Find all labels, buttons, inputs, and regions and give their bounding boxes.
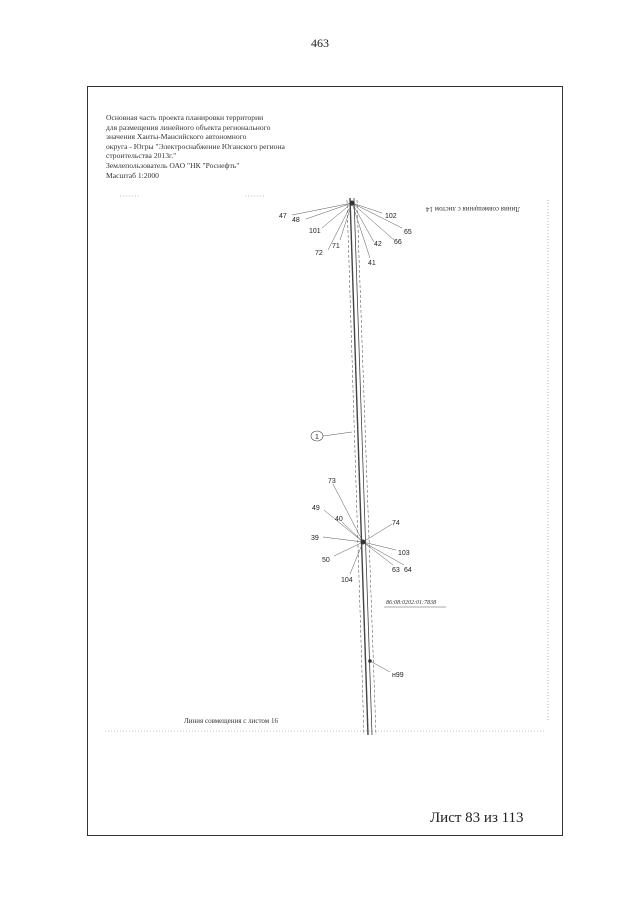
match-line-top: Линия совмещения с листом 14 — [426, 205, 520, 213]
point-label: 73 — [328, 478, 336, 485]
cadastral-number: 86:08:0202:01:7838 — [386, 600, 436, 606]
scale-line: Масштаб 1:2000 — [106, 170, 159, 180]
point-label: 71 — [332, 243, 340, 250]
point-label: 74 — [392, 520, 400, 527]
middle-node — [361, 540, 366, 545]
sheet-label: Лист 83 из 113 — [430, 810, 524, 826]
point-label: 39 — [311, 535, 319, 542]
point-label: 65 — [404, 229, 412, 236]
point-label: 101 — [309, 228, 321, 235]
land-user-line: Землепользователь ОАО "НК "Роснефть" — [106, 160, 240, 170]
dotted-guides — [105, 196, 548, 731]
point-label: 49 — [312, 505, 320, 512]
point-label: 41 — [368, 260, 376, 267]
point-label: 50 — [322, 557, 330, 564]
title-line: округа - Югры "Электроснабжение Юганского региона — [106, 141, 285, 151]
top-node — [350, 201, 355, 206]
page-number: 463 — [311, 36, 329, 50]
zone-marker-label: 1 — [315, 434, 319, 441]
pole-label: н99 — [392, 672, 404, 679]
point-label: 40 — [335, 516, 343, 523]
power-line-corridor — [347, 198, 376, 735]
title-line: значения Ханты-Мансийского автономного — [106, 132, 247, 142]
point-label: 72 — [315, 250, 323, 257]
cadastral-label — [384, 600, 446, 607]
top-cluster-labels — [279, 213, 412, 267]
point-label: 48 — [292, 217, 300, 224]
point-label: 63 — [392, 567, 400, 574]
title-line: Основная часть проекта планировки территории — [106, 113, 264, 122]
point-label: 64 — [404, 567, 412, 574]
middle-cluster-leaders — [323, 484, 404, 574]
point-label: 42 — [374, 241, 382, 248]
point-label: 103 — [398, 550, 410, 557]
title-line: для размещения линейного объекта регионального — [106, 122, 271, 132]
point-label: 47 — [279, 213, 287, 220]
zone-marker — [311, 431, 352, 441]
match-line-bottom: Линия совмещения с листом 16 — [184, 717, 278, 725]
point-label: 102 — [385, 213, 397, 220]
point-label: 104 — [341, 577, 353, 584]
title-line: строительства 2013г." — [106, 151, 177, 161]
point-label: 66 — [394, 239, 402, 246]
